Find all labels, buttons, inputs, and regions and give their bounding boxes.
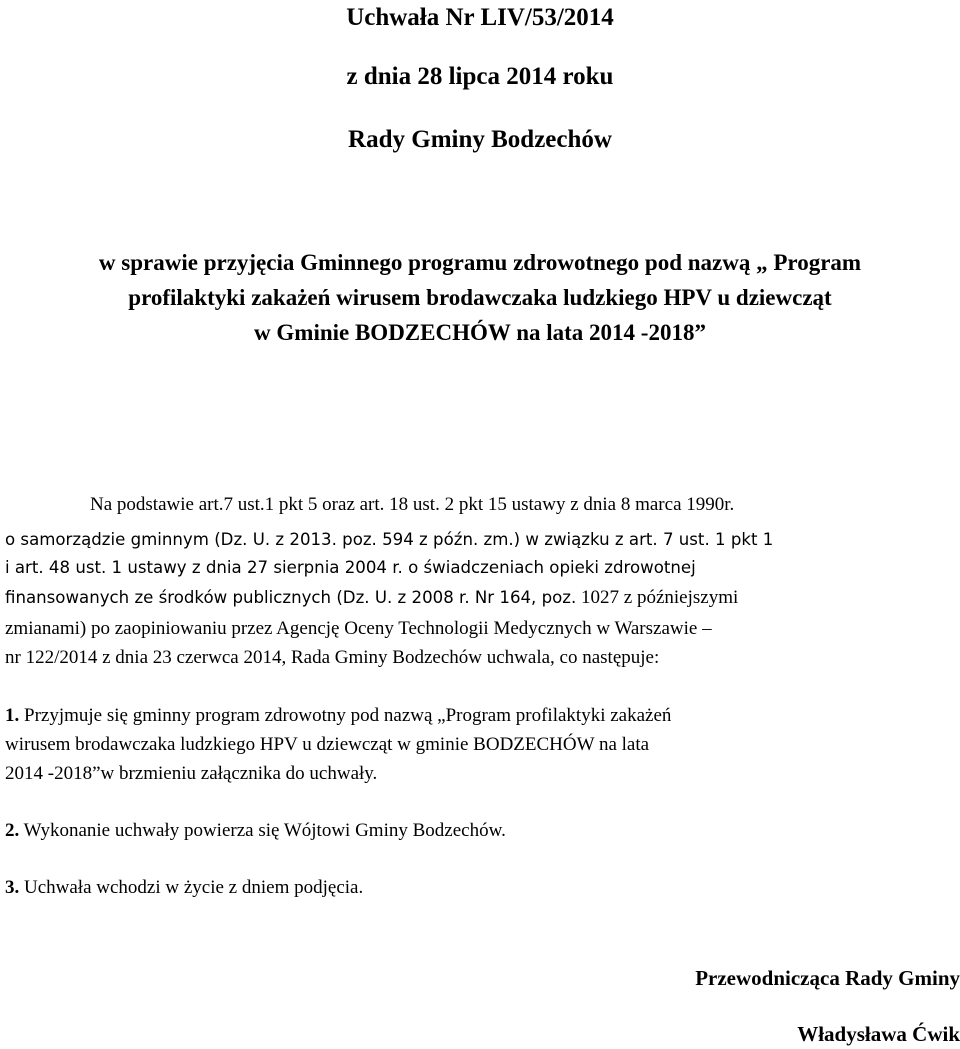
preamble-line: i art. 48 ust. 1 ustawy z dnia 27 sierpnia 2004 r. o świadczeniach opieki zdrowotnej — [5, 558, 696, 577]
subject-line: w Gminie BODZECHÓW na lata 2014 -2018” — [254, 320, 706, 345]
paragraph-line: 2014 -2018”w brzmieniu załącznika do uchwały. — [5, 763, 378, 784]
resolution-subject — [0, 245, 960, 350]
preamble-line: nr 122/2014 z dnia 23 czerwca 2014, Rada Gminy Bodzechów uchwala, co następuje: — [5, 647, 660, 668]
paragraph-line — [5, 704, 671, 728]
preamble-line-part: finansowanych ze środków publicznych (Dz. U. z 2008 r. Nr 164, poz. — [5, 588, 577, 607]
preamble-line: zmianami) po zaopiniowaniu przez Agencję Oceny Technologii Medycznych w Warszawie – — [5, 618, 712, 639]
paragraph-line: wirusem brodawczaka ludzkiego HPV u dziewcząt w gminie BODZECHÓW na lata — [5, 734, 650, 755]
paragraph-text: Przyjmuje się gminny program zdrowotny pod nazwą „Program profilaktyki zakażeń — [19, 705, 672, 726]
paragraph-text: Wykonanie uchwały powierza się Wójtowi Gminy Bodzechów. — [19, 820, 506, 841]
preamble-line-part: 1027 z późniejszymi — [576, 587, 739, 608]
resolution-number: Uchwała Nr LIV/53/2014 — [346, 4, 614, 31]
paragraph-line — [5, 819, 506, 843]
preamble-line — [5, 586, 738, 610]
paragraph-text: Uchwała wchodzi w życie z dniem podjęcia. — [19, 877, 364, 898]
preamble-line: Na podstawie art.7 ust.1 pkt 5 oraz art. 18 ust. 2 pkt 15 ustawy z dnia 8 marca 1990r. — [90, 494, 735, 515]
resolution-date: z dnia 28 lipca 2014 roku — [346, 63, 614, 90]
issuing-body: Rady Gminy Bodzechów — [348, 126, 612, 153]
paragraph-number: 1. — [5, 705, 20, 726]
paragraph-line — [5, 876, 363, 900]
subject-line: profilaktyki zakażeń wirusem brodawczaka ludzkiego HPV u dziewcząt — [128, 285, 832, 310]
preamble-line: o samorządzie gminnym (Dz. U. z 2013. poz. 594 z późn. zm.) w związku z art. 7 ust. 1 pkt 1 — [5, 530, 774, 549]
signature-name: Władysława Ćwik — [797, 1022, 960, 1046]
paragraph-number: 2. — [5, 820, 20, 841]
paragraph-number: 3. — [5, 877, 20, 898]
signature-role: Przewodnicząca Rady Gminy — [695, 966, 960, 990]
subject-line: w sprawie przyjęcia Gminnego programu zdrowotnego pod nazwą „ Program — [98, 250, 862, 275]
